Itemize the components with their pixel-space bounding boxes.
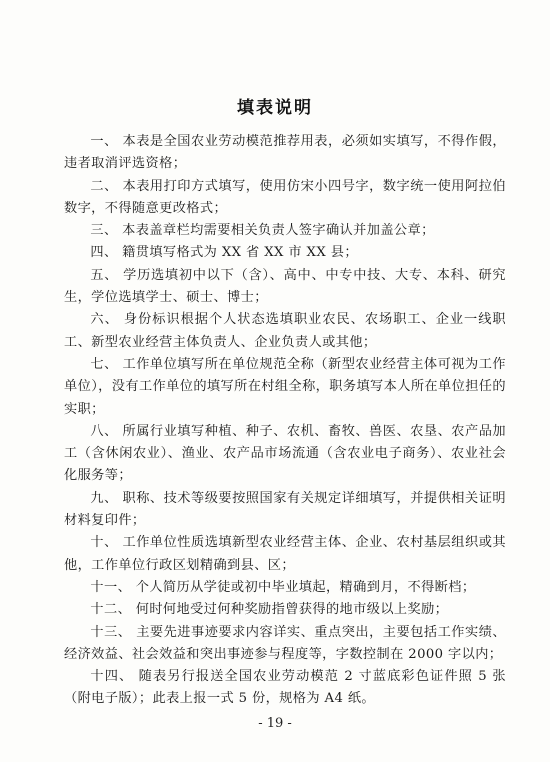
instruction-item-6: 六、 身份标识根据个人状态选填职业农民、农场职工、企业一线职工、新型农业经营主体负责人、企业负责人或其他； [64, 312, 506, 350]
instruction-item-12: 十二、 何时何地受过何种奖励指曾获得的地市级以上奖励； [90, 602, 449, 618]
instruction-item-8: 八、 所属行业填写种植、种子、农机、畜牧、兽医、农垦、农产品加工（含休闲农业）、渔业、农产品市场流通（含农业电子商务）、农业社会化服务等； [64, 423, 506, 484]
instruction-item-11: 十一、 个人简历从学徒或初中毕业填起，精确到月，不得断档； [90, 579, 476, 595]
instruction-item-4: 四、 籍贯填写格式为 XX 省 XX 市 XX 县； [90, 245, 358, 261]
document-title: 填表说明 [237, 98, 313, 118]
page-number: - 19 - [258, 716, 292, 731]
instruction-item-9: 九、 职称、技术等级要按照国家有关规定详细填写，并提供相关证明材料复印件； [64, 490, 506, 529]
instruction-item-5: 五、 学历选填初中以下（含）、高中、中专中技、大专、本科、研究生，学位选填学士、硕士、博士； [64, 267, 506, 306]
instructions-body [64, 131, 506, 711]
instruction-item-13: 十三、 主要先进事迹要求内容详实、重点突出，主要包括工作实绩、经济效益、社会效益和突出事迹参与程度等，字数控制在 2000 字以内； [64, 624, 506, 662]
instruction-item-7: 七、 工作单位填写所在单位规范全称（新型农业经营主体可视为工作单位），没有工作单位的填写所在村组全称，职务填写本人所在单位担任的实职； [64, 356, 506, 417]
instruction-item-14: 十四、 随表另行报送全国农业劳动模范 2 寸蓝底彩色证件照 5 张（附电子版）；此表上报一式 5 份，规格为 A4 纸。 [64, 669, 506, 707]
instruction-item-2: 二、 本表用打印方式填写，使用仿宋小四号字，数字统一使用阿拉伯数字，不得随意更改格式； [64, 178, 506, 216]
instruction-item-10: 十、 工作单位性质选填新型农业经营主体、企业、农村基层组织或其他，工作单位行政区划精确到县、区； [64, 535, 506, 573]
instruction-item-3: 三、 本表盖章栏均需要相关负责人签字确认并加盖公章； [90, 223, 435, 239]
instruction-item-1: 一、 本表是全国农业劳动模范推荐用表，必须如实填写，不得作假，违者取消评选资格； [64, 134, 506, 172]
